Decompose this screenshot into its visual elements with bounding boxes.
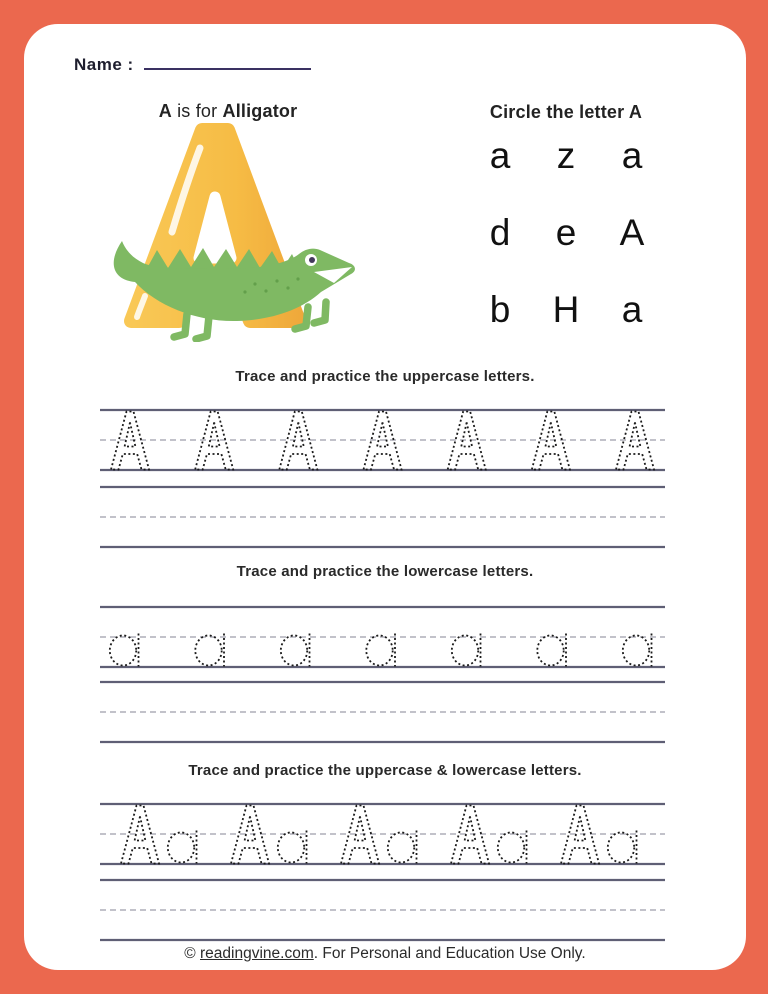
trace-letter-a [195, 634, 224, 667]
practice-lines-lowercase [100, 680, 665, 744]
practice-lines-mixed [100, 878, 665, 942]
name-row [74, 48, 311, 75]
grid-letter[interactable]: A [619, 211, 645, 253]
name-blank-line [144, 48, 311, 70]
trace-letter-a [537, 634, 566, 667]
section-label-lowercase: Trace and practice the lowercase letters. [236, 563, 534, 580]
title-mid: is for [171, 101, 223, 121]
trace-letter-a [110, 634, 139, 667]
footer-copyright: © [184, 945, 201, 962]
page-title [68, 101, 388, 122]
practice-lines-uppercase [100, 485, 665, 549]
alligator-pupil [309, 257, 315, 263]
grid-letter[interactable]: z [556, 134, 576, 176]
title-letter: A [158, 101, 172, 121]
trace-letter-a [608, 831, 637, 864]
trace-letter-a [278, 831, 307, 864]
trace-letter-a [366, 634, 395, 667]
section-label-uppercase: Trace and practice the uppercase letters. [235, 368, 535, 385]
trace-row-lowercase [100, 605, 665, 669]
circle-the-letter-section [436, 101, 696, 361]
circle-section-title: Circle the letter A [489, 102, 643, 122]
trace-row-uppercase [100, 408, 665, 472]
worksheet-page [24, 24, 746, 970]
section-label-mixed: Trace and practice the uppercase & lowercase letters. [188, 762, 582, 779]
trace-letter-a [168, 831, 197, 864]
grid-letter[interactable]: H [552, 288, 580, 330]
trace-letter-a [623, 634, 652, 667]
alligator-letter-illustration [105, 122, 365, 342]
title-word: Alligator [222, 101, 298, 121]
trace-letter-a [498, 831, 527, 864]
footer-link[interactable]: readingvine.com [200, 945, 314, 962]
grid-letter[interactable]: b [489, 288, 511, 330]
grid-letter[interactable]: d [489, 211, 511, 253]
trace-letter-a [452, 634, 481, 667]
grid-letter[interactable]: a [489, 134, 511, 176]
name-label: Name : [74, 55, 134, 74]
trace-letter-a [281, 634, 310, 667]
letter-grid [467, 117, 665, 348]
footer [24, 945, 746, 963]
grid-letter[interactable]: e [555, 211, 577, 253]
grid-letter[interactable]: a [621, 134, 643, 176]
trace-row-mixed [100, 802, 665, 866]
grid-letter[interactable]: a [621, 288, 643, 330]
footer-note: . For Personal and Education Use Only. [313, 945, 586, 962]
trace-letter-a [388, 831, 417, 864]
